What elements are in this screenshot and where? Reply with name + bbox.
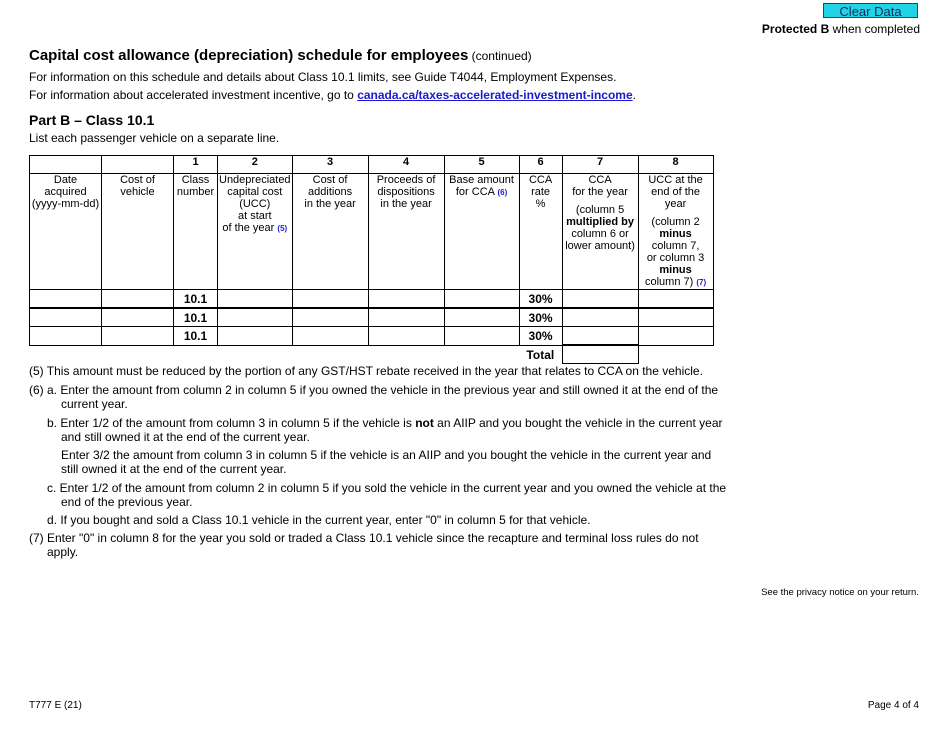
class-number-cell: 10.1 <box>174 290 218 309</box>
input-cell[interactable] <box>218 308 293 327</box>
input-cell[interactable] <box>444 290 519 309</box>
header-line: Proceeds of <box>376 174 436 186</box>
header-line: dispositions <box>377 186 435 198</box>
header-line: Cost of <box>312 174 348 186</box>
protected-b-label <box>762 22 920 36</box>
column-number <box>102 156 174 174</box>
header-line: Undepreciated <box>219 174 291 186</box>
clear-data-button[interactable]: Clear Data <box>823 3 918 18</box>
title-suffix: (continued) <box>468 49 532 63</box>
header-line: for the year <box>572 186 628 198</box>
header-line: minus <box>659 228 692 240</box>
header-line: additions <box>308 186 353 198</box>
page-number: Page 4 of 4 <box>867 700 919 711</box>
header-line: capital cost <box>227 186 283 198</box>
column-number: 1 <box>174 156 218 174</box>
total-label: Total <box>526 347 555 362</box>
class-10-1-table <box>29 155 714 364</box>
n6b-bold: not <box>415 416 434 430</box>
info2-pre: For information about accelerated investment incentive, go to <box>29 88 358 102</box>
input-cell[interactable] <box>368 308 444 327</box>
column-header <box>368 174 444 290</box>
part-heading: Part B – Class 10.1 <box>29 112 155 128</box>
table-row <box>30 290 714 309</box>
input-cell[interactable] <box>638 308 713 327</box>
n6b-pre: b. Enter 1/2 of the amount from column 3 in column 5 if the vehicle is <box>47 416 416 430</box>
column-header <box>30 174 102 290</box>
class-number-cell: 10.1 <box>174 327 218 346</box>
header-line: acquired <box>44 186 87 198</box>
total-cca-field[interactable] <box>562 345 638 364</box>
header-line: at start <box>237 210 272 222</box>
column-number: 6 <box>519 156 562 174</box>
column-number: 3 <box>292 156 368 174</box>
input-cell[interactable] <box>102 308 174 327</box>
header-line: Base amount <box>449 174 514 186</box>
column-header-row <box>30 174 714 290</box>
class-number-cell: 10.1 <box>174 308 218 327</box>
input-cell[interactable] <box>292 327 368 346</box>
input-cell[interactable] <box>444 327 519 346</box>
footnote-ref: (5) <box>277 224 288 233</box>
column-number: 5 <box>444 156 519 174</box>
cca-rate-cell: 30% <box>519 327 562 346</box>
header-line: Class <box>181 174 210 186</box>
column-header <box>218 174 293 290</box>
note-6b <box>47 416 731 444</box>
input-cell[interactable] <box>30 327 102 346</box>
title-text: Capital cost allowance (depreciation) schedule for employees <box>29 47 469 64</box>
cca-rate-cell: 30% <box>519 290 562 309</box>
input-cell[interactable] <box>218 290 293 309</box>
footnote-ref: (6) <box>497 188 508 197</box>
column-header <box>562 174 638 290</box>
header-line: (column 5 <box>575 204 625 216</box>
input-cell[interactable] <box>638 327 713 346</box>
header-line <box>446 186 518 199</box>
header-line: % <box>535 198 546 210</box>
note-5: (5) This amount must be reduced by the portion of any GST/HST rebate received in the year that relates to CCA on the vehicle. <box>29 364 703 378</box>
input-cell[interactable] <box>638 290 713 309</box>
header-line: in the year <box>304 198 356 210</box>
input-cell[interactable] <box>368 290 444 309</box>
input-cell[interactable] <box>562 308 638 327</box>
column-header <box>444 174 519 290</box>
header-line-text: for CCA <box>455 186 495 198</box>
protected-rest: when completed <box>829 22 920 36</box>
column-number <box>30 156 102 174</box>
header-line: Date <box>53 174 78 186</box>
header-line: vehicle <box>120 186 155 198</box>
column-number-row <box>30 156 714 174</box>
header-line: CCA <box>528 174 553 186</box>
info2-post: . <box>632 88 636 102</box>
header-line: (yyyy-mm-dd) <box>31 198 100 210</box>
column-number: 2 <box>218 156 293 174</box>
note-7: (7) Enter "0" in column 8 for the year you sold or traded a Class 10.1 vehicle since the recapture and terminal loss rules do not apply. <box>29 531 699 559</box>
input-cell[interactable] <box>292 308 368 327</box>
note-6a: (6) a. Enter the amount from column 2 in column 5 if you owned the vehicle in the previous year and still owned it at the end of the current year. <box>29 383 719 411</box>
part-instructions: List each passenger vehicle on a separate line. <box>29 131 280 145</box>
column-header <box>102 174 174 290</box>
info-aii <box>29 88 636 102</box>
column-number: 8 <box>638 156 713 174</box>
header-line-text: of the year <box>222 222 275 234</box>
header-line: or column 3 <box>646 252 705 264</box>
input-cell[interactable] <box>30 290 102 309</box>
header-line-text: column 7) <box>644 276 694 288</box>
total-row <box>30 345 714 364</box>
header-line: (column 2 <box>651 216 700 228</box>
header-line: lower amount) <box>565 240 635 252</box>
column-header <box>638 174 713 290</box>
header-line: rate <box>531 186 551 198</box>
table-row <box>30 327 714 346</box>
input-cell[interactable] <box>102 290 174 309</box>
header-line: (UCC) <box>239 198 271 210</box>
form-id: T777 E (21) <box>29 700 82 711</box>
n6b-post: an AIIP and you bought the vehicle in the current year and still owned it at the end of the current year. <box>61 416 723 444</box>
input-cell[interactable] <box>562 327 638 346</box>
cca-rate-cell: 30% <box>519 308 562 327</box>
header-line <box>640 276 712 289</box>
aii-link[interactable]: canada.ca/taxes-accelerated-investment-income <box>357 88 633 102</box>
table-row <box>30 308 714 327</box>
note-6c: c. Enter 1/2 of the amount from column 2 in column 5 if you sold the vehicle in the current year and you owned the vehicle at the end of the previous year. <box>47 481 727 509</box>
header-line: UCC at the <box>648 174 703 186</box>
column-header <box>174 174 218 290</box>
info-guide: For information on this schedule and details about Class 10.1 limits, see Guide T4044, Employment Expenses. <box>29 70 617 84</box>
header-line: in the year <box>380 198 432 210</box>
header-line: multiplied by <box>566 216 634 228</box>
protected-bold: Protected B <box>761 22 830 36</box>
note-6d: d. If you bought and sold a Class 10.1 vehicle in the current year, enter "0" in column 5 for that vehicle. <box>47 513 591 527</box>
header-line: minus <box>659 264 692 276</box>
header-line: column 7, <box>651 240 700 252</box>
header-line: end of the year <box>651 186 701 210</box>
note-6b-aiip: Enter 3/2 the amount from column 3 in column 5 if the vehicle is an AIIP and you bought the vehicle in the current year and still owned it at the end of the current year. <box>61 448 712 476</box>
column-number: 4 <box>368 156 444 174</box>
input-cell[interactable] <box>562 290 638 309</box>
header-line: number <box>176 186 215 198</box>
header-line: column 6 or <box>571 228 629 240</box>
input-cell[interactable] <box>368 327 444 346</box>
input-cell[interactable] <box>218 327 293 346</box>
column-number: 7 <box>562 156 638 174</box>
column-header <box>519 174 562 290</box>
input-cell[interactable] <box>102 327 174 346</box>
header-line <box>219 222 291 235</box>
header-line: CCA <box>588 174 612 186</box>
input-cell[interactable] <box>292 290 368 309</box>
privacy-notice: See the privacy notice on your return. <box>761 587 919 598</box>
column-header <box>292 174 368 290</box>
page-title <box>29 47 532 64</box>
input-cell[interactable] <box>444 308 519 327</box>
footnote-ref: (7) <box>696 278 707 287</box>
input-cell[interactable] <box>30 308 102 327</box>
header-line: Cost of <box>120 174 155 186</box>
